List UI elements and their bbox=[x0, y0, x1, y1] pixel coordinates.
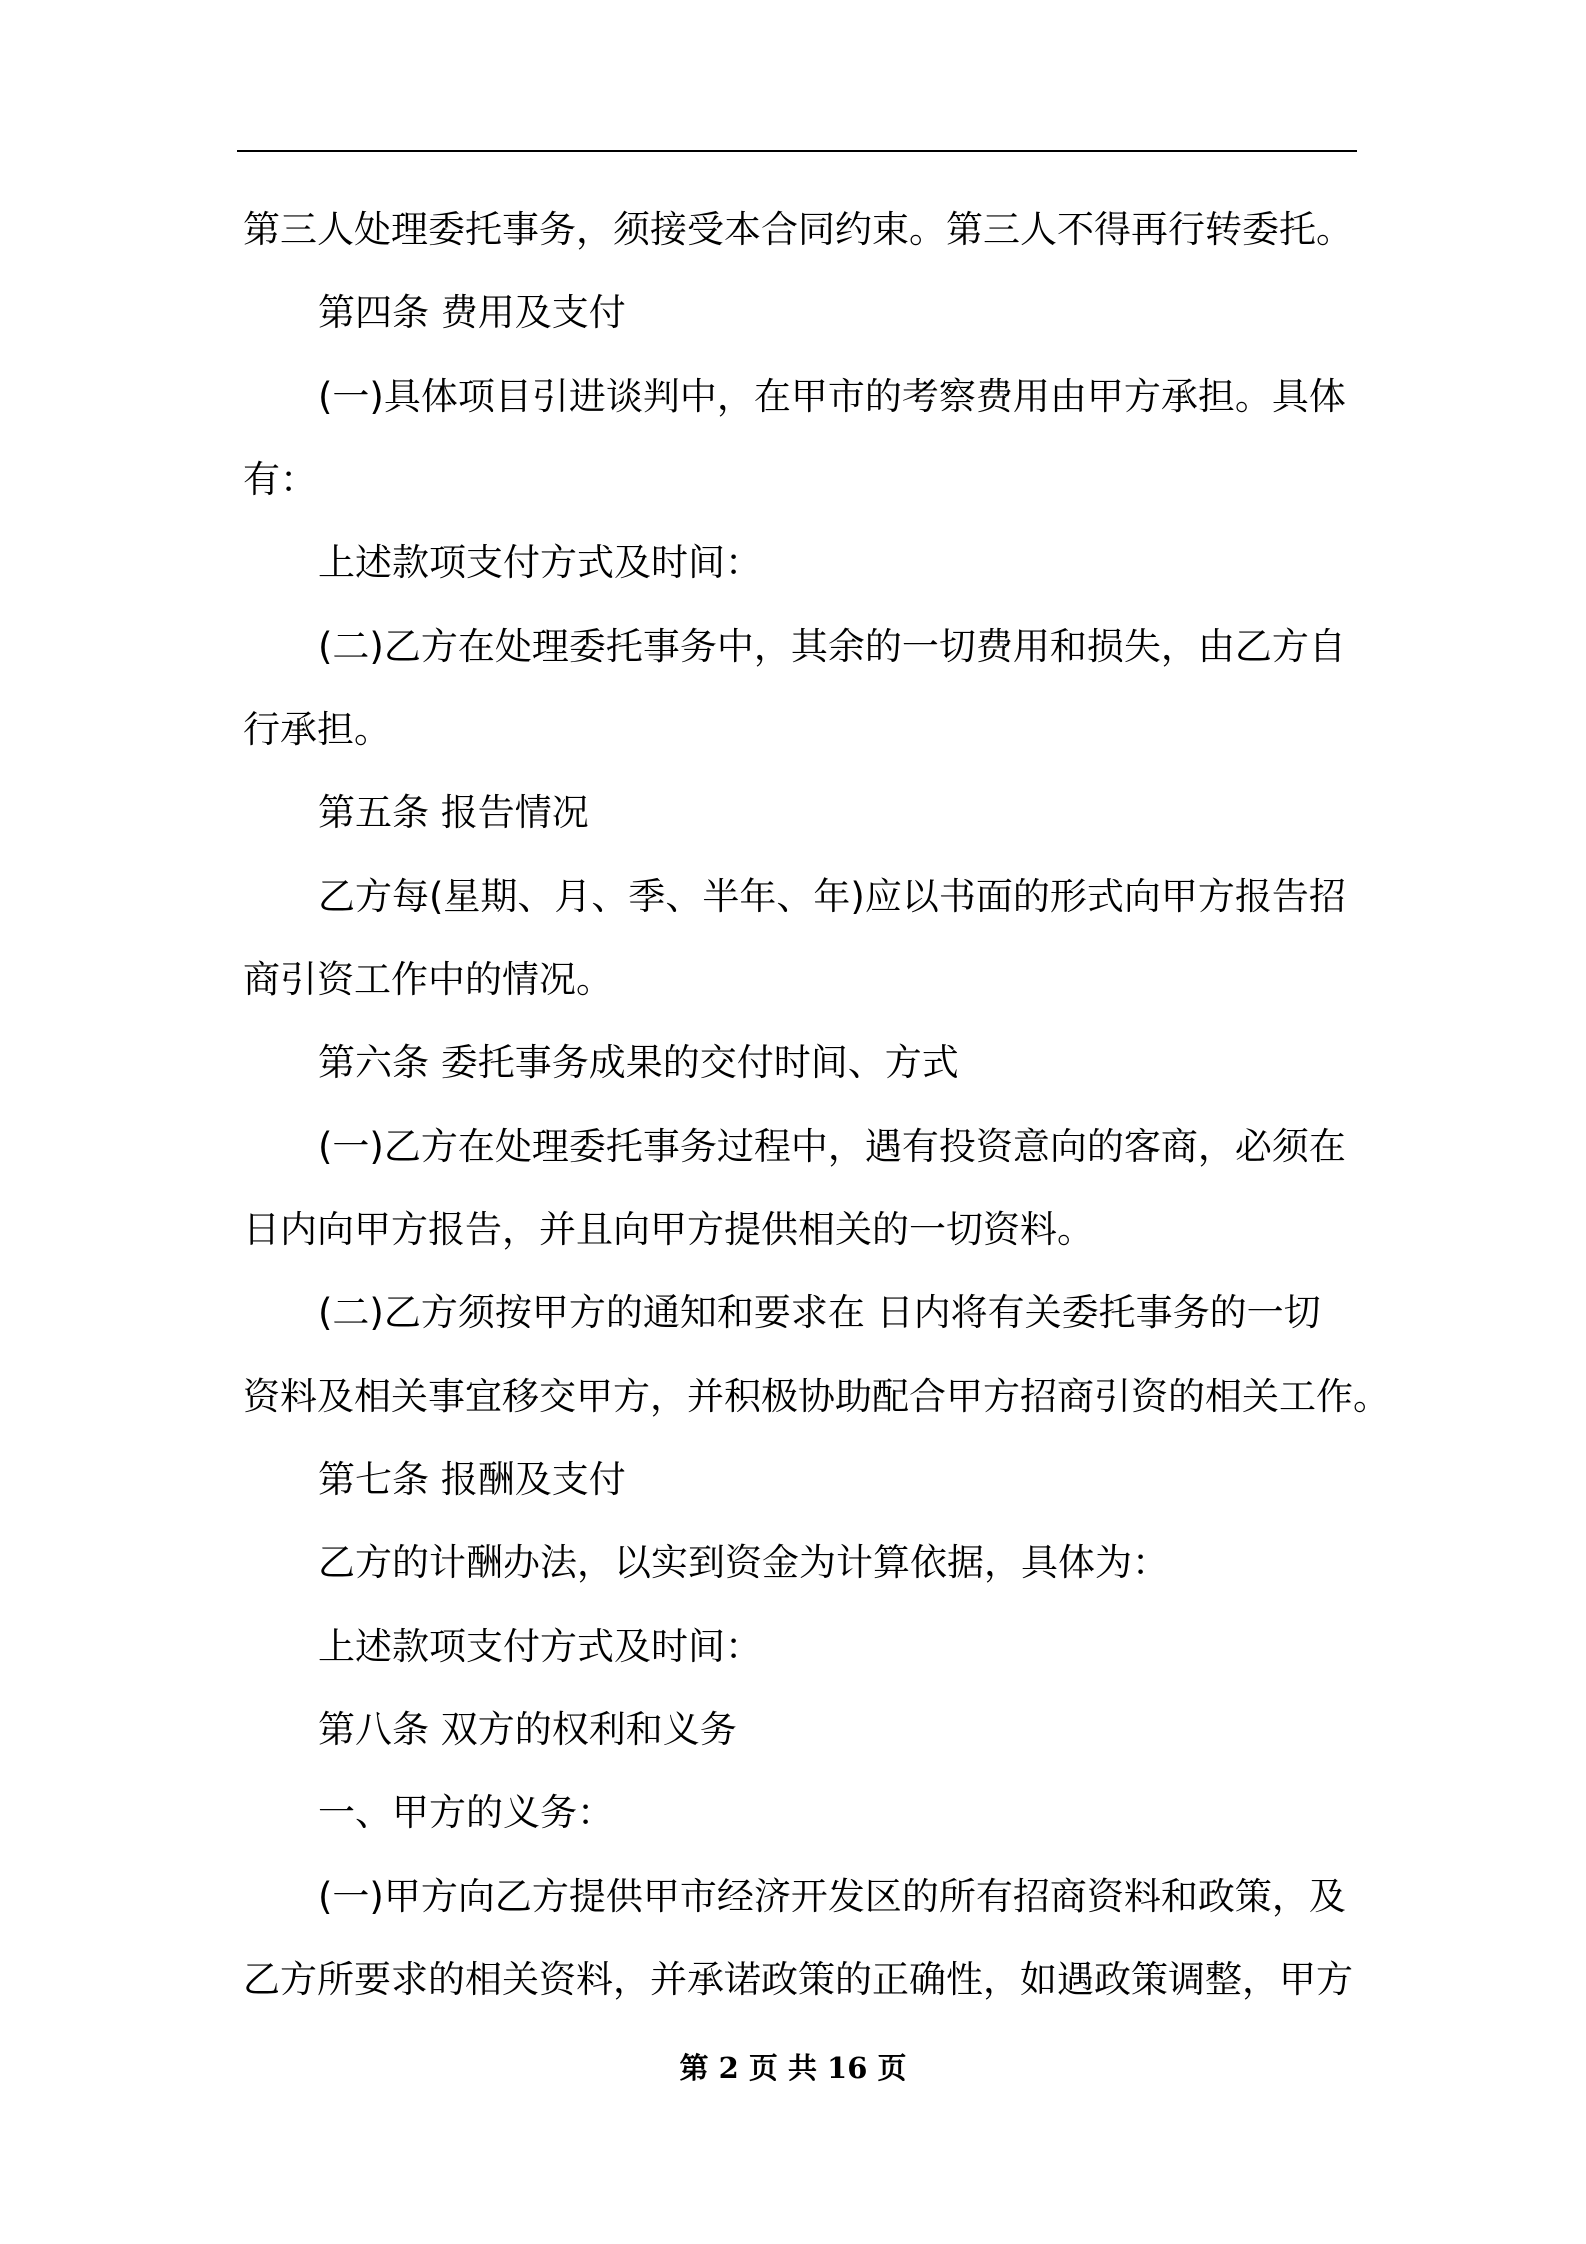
body-line: 乙方每(星期、月、季、半年、年)应以书面的形式向甲方报告招 bbox=[318, 875, 1346, 918]
body-line: (一)具体项目引进谈判中，在甲市的考察费用由甲方承担。具体 bbox=[318, 375, 1346, 418]
body-line: 上述款项支付方式及时间： bbox=[318, 541, 762, 584]
body-line: (一)甲方向乙方提供甲市经济开发区的所有招商资料和政策，及 bbox=[318, 1875, 1346, 1918]
article-heading: 第七条 报酬及支付 bbox=[318, 1458, 626, 1501]
article-heading: 第五条 报告情况 bbox=[318, 791, 589, 834]
article-heading: 第四条 费用及支付 bbox=[318, 291, 626, 334]
header-rule bbox=[237, 150, 1357, 152]
body-line: (一)乙方在处理委托事务过程中，遇有投资意向的客商，必须在 bbox=[318, 1125, 1346, 1168]
page-footer bbox=[0, 2048, 1586, 2088]
body-line: (二)乙方在处理委托事务中，其余的一切费用和损失，由乙方自 bbox=[318, 625, 1346, 668]
body-line: (二)乙方须按甲方的通知和要求在 日内将有关委托事务的一切 bbox=[318, 1291, 1321, 1334]
body-line: 日内向甲方报告，并且向甲方提供相关的一切资料。 bbox=[243, 1208, 1094, 1251]
body-line: 一、甲方的义务： bbox=[318, 1791, 614, 1834]
body-line: 资料及相关事宜移交甲方，并积极协助配合甲方招商引资的相关工作。 bbox=[243, 1375, 1390, 1418]
body-line: 乙方的计酬办法，以实到资金为计算依据，具体为： bbox=[318, 1541, 1169, 1584]
body-line: 上述款项支付方式及时间： bbox=[318, 1625, 762, 1668]
body-line: 第三人处理委托事务，须接受本合同约束。第三人不得再行转委托。 bbox=[243, 208, 1353, 251]
article-heading: 第六条 委托事务成果的交付时间、方式 bbox=[318, 1041, 959, 1084]
body-line: 商引资工作中的情况。 bbox=[243, 958, 613, 1001]
body-line: 乙方所要求的相关资料，并承诺政策的正确性，如遇政策调整，甲方 bbox=[243, 1958, 1353, 2001]
body-line: 行承担。 bbox=[243, 708, 391, 751]
page-number: 第 2 页 共 16 页 bbox=[679, 2051, 907, 2085]
body-line: 有： bbox=[243, 458, 317, 501]
article-heading: 第八条 双方的权利和义务 bbox=[318, 1708, 737, 1751]
